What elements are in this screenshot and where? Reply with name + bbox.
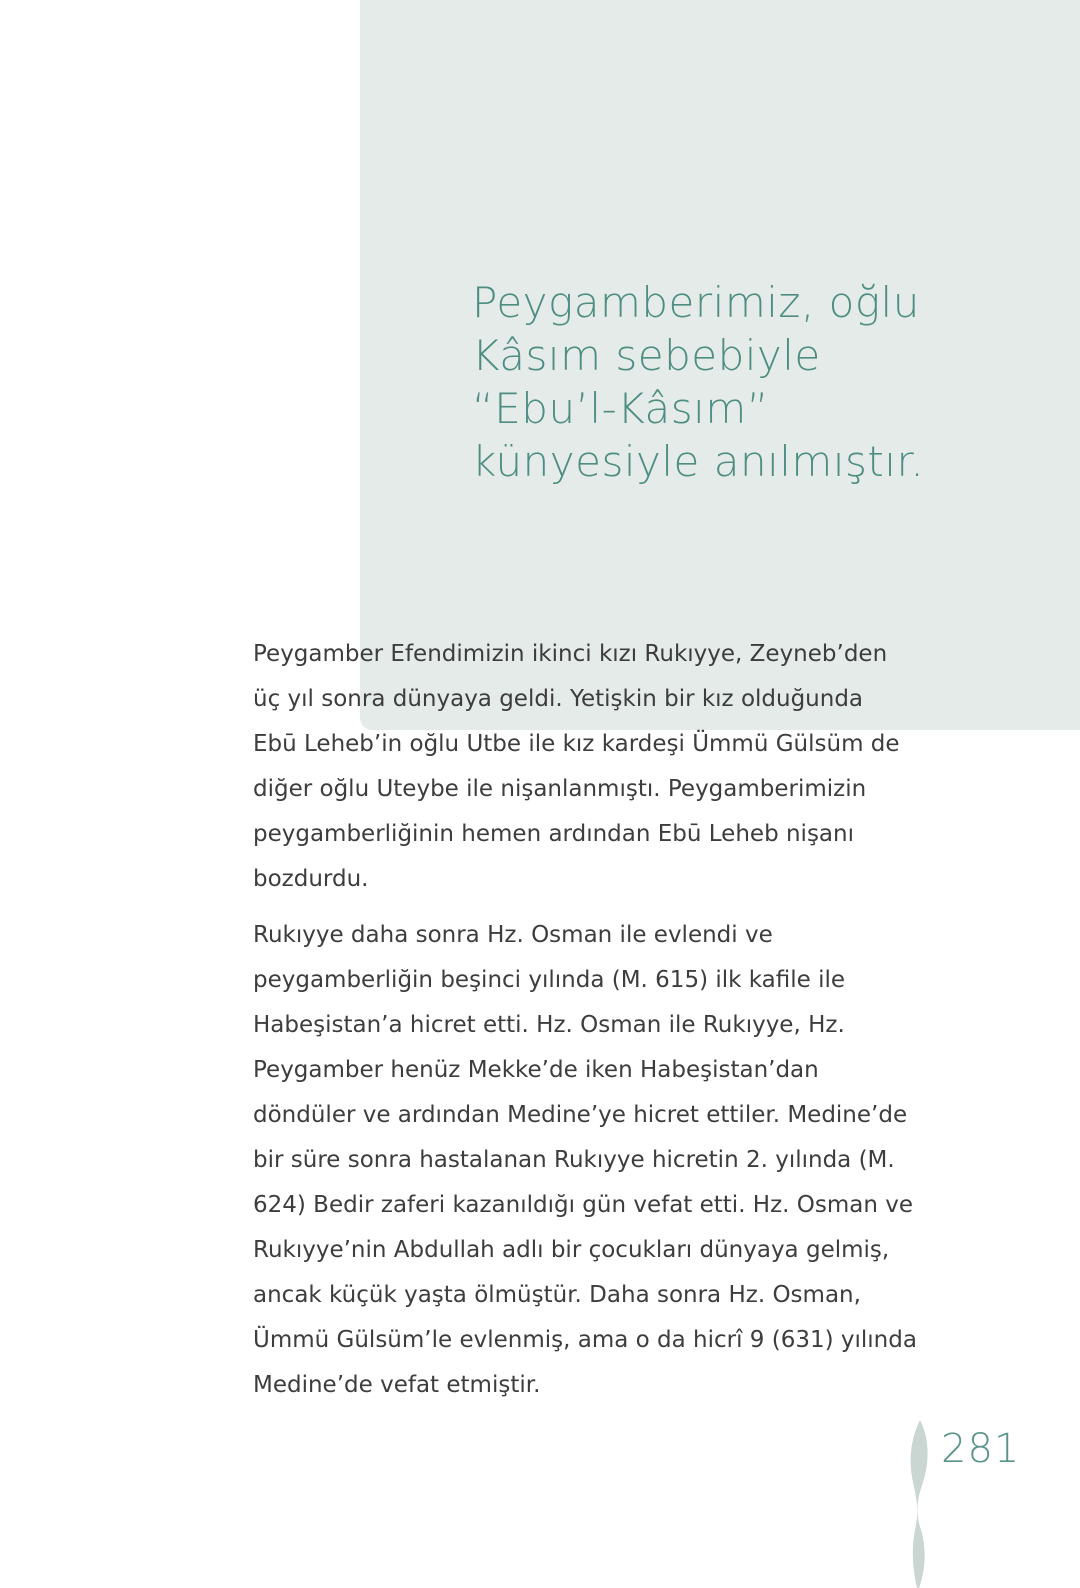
- pull-quote-line: Peygamberimiz, oğlu: [472, 278, 920, 327]
- text-line: üç yıl sonra dünyaya geldi. Yetişkin bir kız olduğunda: [253, 686, 864, 712]
- text-line: Habeşistan’a hicret etti. Hz. Osman ile Rukıyye, Hz.: [253, 1012, 845, 1038]
- text-line: Rukıyye’nin Abdullah adlı bir çocukları dünyaya gelmiş,: [253, 1237, 890, 1263]
- text-line: diğer oğlu Uteybe ile nişanlanmıştı. Peygamberimizin: [253, 776, 867, 802]
- text-line: Ebū Leheb’in oğlu Utbe ile kız kardeşi Ümmü Gülsüm de: [253, 731, 900, 757]
- text-line: Medine’de vefat etmiştir.: [253, 1372, 541, 1398]
- text-line: peygamberliğin beşinci yılında (M. 615) ilk kafile ile: [253, 967, 846, 993]
- text-line: bir süre sonra hastalanan Rukıyye hicretin 2. yılında (M.: [253, 1147, 895, 1173]
- text-line: Rukıyye daha sonra Hz. Osman ile evlendi ve: [253, 922, 773, 948]
- page-footer: [905, 1420, 1055, 1588]
- text-line: peygamberliğinin hemen ardından Ebū Leheb nişanı: [253, 821, 854, 847]
- paragraph-2: [253, 913, 917, 1408]
- pull-quote-line: Kâsım sebebiyle: [472, 331, 821, 380]
- text-line: Peygamber Efendimizin ikinci kızı Rukıyye, Zeyneb’den: [253, 641, 888, 667]
- text-line: döndüler ve ardından Medine’ye hicret ettiler. Medine’de: [253, 1102, 908, 1128]
- leaf-ornament-icon: [905, 1420, 935, 1588]
- pull-quote-line: künyesiyle anılmıştır.: [472, 437, 925, 486]
- text-line: ancak küçük yaşta ölmüştür. Daha sonra Hz. Osman,: [253, 1282, 861, 1308]
- text-line: 624) Bedir zaferi kazanıldığı gün vefat etti. Hz. Osman ve: [253, 1192, 914, 1218]
- pull-quote: [472, 276, 1032, 488]
- text-line: Peygamber henüz Mekke’de iken Habeşistan’dan: [253, 1057, 819, 1083]
- page-number: 281: [941, 1426, 1021, 1472]
- text-line: bozdurdu.: [253, 866, 369, 892]
- pull-quote-line: “Ebu’l-Kâsım”: [472, 384, 770, 433]
- paragraph-1: [253, 632, 900, 902]
- text-line: Ümmü Gülsüm’le evlenmiş, ama o da hicrî 9 (631) yılında: [253, 1327, 917, 1353]
- body-text: [253, 632, 917, 1408]
